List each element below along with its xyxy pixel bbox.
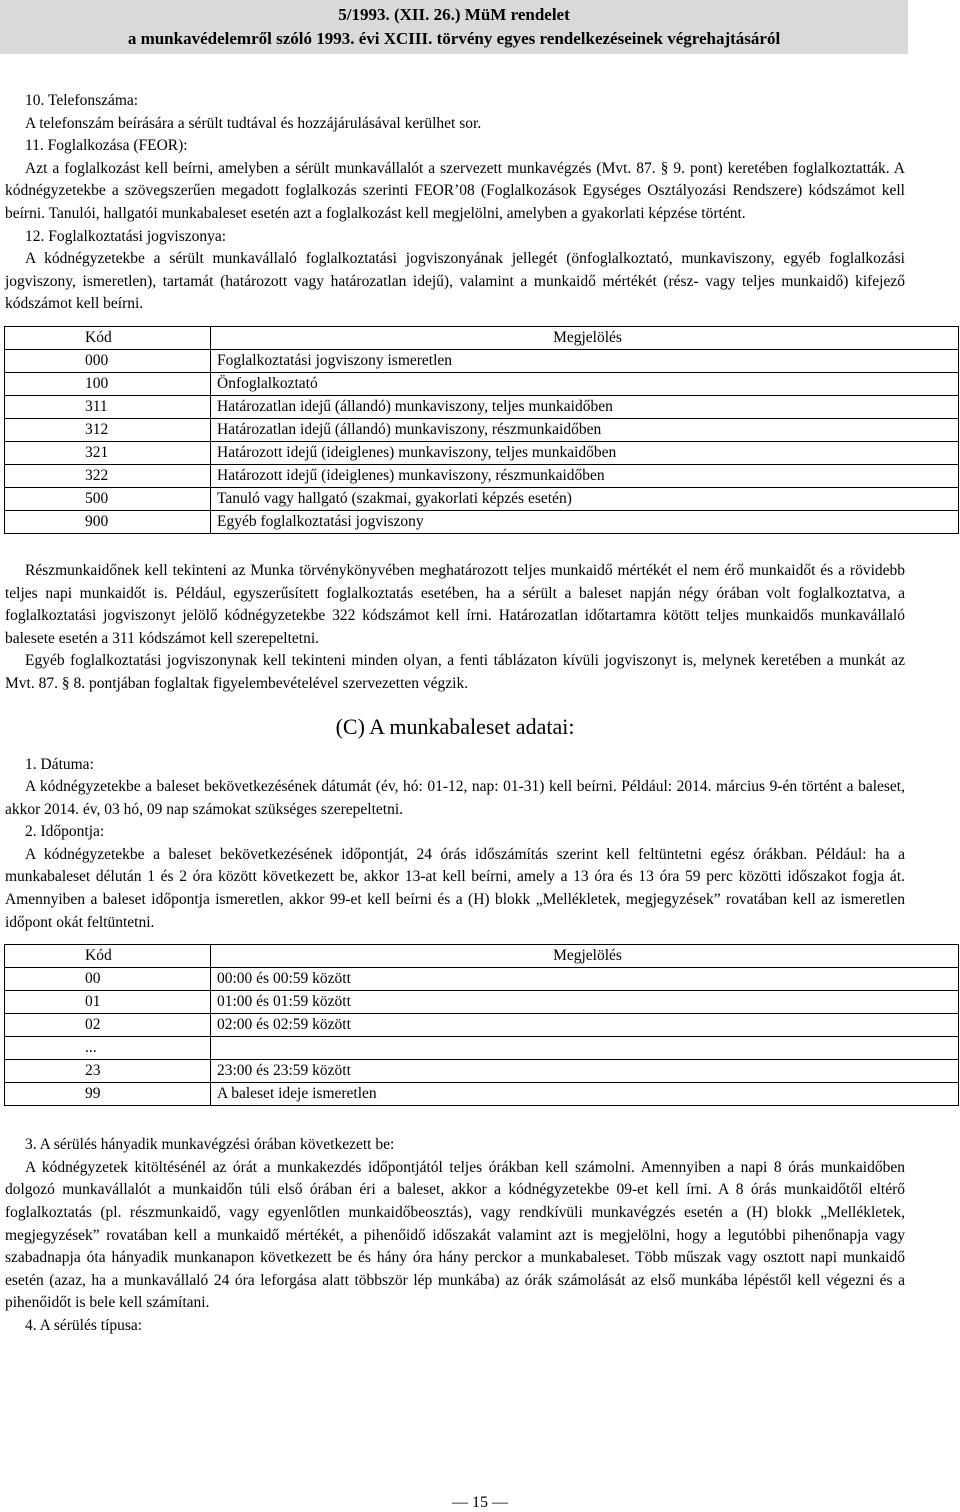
table-row	[5, 1037, 959, 1060]
code-cell: 00	[5, 968, 211, 991]
desc-cell: Egyéb foglalkoztatási jogviszony	[211, 510, 959, 533]
desc-cell: Önfoglalkoztató	[211, 372, 959, 395]
code-cell: 99	[5, 1083, 211, 1106]
code-cell: 23	[5, 1060, 211, 1083]
table-row	[5, 991, 959, 1014]
desc-cell: Foglalkoztatási jogviszony ismeretlen	[211, 349, 959, 372]
item-11-text: Azt a foglalkozást kell beírni, amelyben a sérült munkavállalót a szervezett munkavégzés (Mvt. 87. § 9. pont) keretében foglalkoztatták. A kódnégyzetekbe a szövegszerűen megadott foglalkozás szerinti FEOR’08 (Foglalkozások Egységes Osztályozási Rendszere) kódszámot kell beírni. Tanulói, hallgatói munkabaleset esetén azt a foglalkozást kell megjelölni, amelyben a gyakorlati képzése történt.	[5, 159, 905, 222]
desc-cell: 23:00 és 23:59 között	[211, 1060, 959, 1083]
code-cell: 100	[5, 372, 211, 395]
table-row	[5, 372, 959, 395]
part-time-paragraph: Részmunkaidőnek kell tekinteni az Munka törvénykönyvében meghatározott teljes munkaidő mértékét el nem érő munkaidőt és a rövidebb teljes napi munkaidőt is. Például, egyszerűsített foglalkoztatás esetében, ha a sérült a baleset napján négy órában volt foglalkoztatva, a foglalkoztatási jogviszonyt jelölő kódnégyzetekbe 322 kódszámot kell írni. Határozatlan időtartamra kötött teljes munkaidős munkavállaló balesete esetén a 311 kódszámot kell szerepeltetni.	[5, 561, 905, 647]
hour-code-table	[4, 944, 959, 1106]
table-row	[5, 1014, 959, 1037]
item-11-heading: 11. Foglalkozása (FEOR):	[25, 137, 188, 155]
code-cell: 322	[5, 464, 211, 487]
column-header-desc: Megjelölés	[211, 326, 959, 349]
item-10-text: A telefonszám beírására a sérült tudtával és hozzájárulásával kerülhet sor.	[25, 114, 482, 132]
table-row	[5, 1083, 959, 1106]
section-title: (C) A munkabaleset adatai:	[335, 713, 575, 739]
table-header-row	[5, 945, 959, 968]
header-line-1: 5/1993. (XII. 26.) MüM rendelet	[338, 5, 570, 24]
date-heading: 1. Dátuma:	[25, 755, 94, 773]
table-row	[5, 510, 959, 533]
page-number: — 15 —	[452, 1494, 508, 1511]
work-hour-text: A kódnégyzetek kitöltésénél az órát a munkakezdés időpontjától teljes órákban kell számolni. Amennyiben a napi 8 órás munkaidőben dolgozó munkavállalót a munkaidőn túli első órában éri a baleset, akkor a kódnégyzetekbe 09-et kell írni. A 8 órás munkaidőtől eltérő foglalkoztatás (pl. részmunkaidő, vagy egyenlőtlen munkaidőbeosztás), vagy rendkívüli munkavégzés esetén a (H) blokk „Mellékletek, megjegyzések” rovatában kell a munkaidő mértékét, a pihenőidő időszakát valamint azt is megjelölni, hogy a legutóbbi pihenőnapja vagy szabadnapja óta hányadik munkanapon következett be és hány óra hány perckor a munkabaleset. Több műszak vagy osztott napi munkaidő esetén (azaz, ha a munkavállaló 24 óra leforgása alatt többször lép munkába) az órák számolását az első munkába lépéstől kell végezni és a pihenőidőt is bele kell számítani.	[5, 1158, 905, 1312]
document-body	[5, 90, 905, 1338]
table-row	[5, 349, 959, 372]
table-row	[5, 418, 959, 441]
table-row	[5, 441, 959, 464]
item-12-text: A kódnégyzetekbe a sérült munkavállaló foglalkoztatási jogviszonyának jellegét (önfoglalkoztató, munkaviszony, egyéb foglalkozási jogviszony, ismeretlen), tartamát (határozott vagy határozatlan idejű), valamint a munkaidő mértékét (rész- vagy teljes munkaidő) kifejező kódszámot kell beírni.	[5, 250, 905, 313]
item-10-heading: 10. Telefonszáma:	[25, 92, 139, 109]
desc-cell: Tanuló vagy hallgató (szakmai, gyakorlati képzés esetén)	[211, 487, 959, 510]
time-text: A kódnégyzetekbe a baleset bekövetkezésének időpontját, 24 órás időszámítás szerint kell feltüntetni egész órákban. Például: ha a munkabaleset délután 1 és 2 óra között következett be, akkor 13-at kell beírni, amely a 13 óra és 13 óra 59 perc közötti időszakot fogja át. Amennyiben a baleset időpontja ismeretlen, akkor 99-et kell beírni és a (H) blokk „Mellékletek, megjegyzések” rovatában kell az ismeretlen időpont okát feltüntetni.	[5, 845, 905, 931]
desc-cell: Határozott idejű (ideiglenes) munkaviszony, teljes munkaidőben	[211, 441, 959, 464]
desc-cell: Határozatlan idejű (állandó) munkaviszony, részmunkaidőben	[211, 418, 959, 441]
desc-cell: 01:00 és 01:59 között	[211, 991, 959, 1014]
code-cell: 02	[5, 1014, 211, 1037]
desc-cell: Határozott idejű (ideiglenes) munkaviszony, részmunkaidőben	[211, 464, 959, 487]
desc-cell	[211, 1037, 959, 1060]
column-header-code: Kód	[5, 326, 211, 349]
code-cell: 311	[5, 395, 211, 418]
time-heading: 2. Időpontja:	[25, 823, 105, 841]
code-cell: 000	[5, 349, 211, 372]
injury-type-heading: 4. A sérülés típusa:	[25, 1317, 143, 1334]
column-header-desc: Megjelölés	[211, 945, 959, 968]
table-row	[5, 464, 959, 487]
date-text: A kódnégyzetekbe a baleset bekövetkezésének dátumát (év, hó: 01-12, nap: 01-31) kell beírni. Például: 2014. március 9-én történt a baleset, akkor 2014. év, 03 hó, 09 nap számokat szükséges szerepeltetni.	[5, 778, 905, 818]
code-cell: 01	[5, 991, 211, 1014]
desc-cell: Határozatlan idejű (állandó) munkaviszony, teljes munkaidőben	[211, 395, 959, 418]
code-cell: 321	[5, 441, 211, 464]
employment-code-table	[4, 326, 959, 534]
table-row	[5, 1060, 959, 1083]
desc-cell: A baleset ideje ismeretlen	[211, 1083, 959, 1106]
code-cell: 500	[5, 487, 211, 510]
table-row	[5, 968, 959, 991]
code-cell: 312	[5, 418, 211, 441]
table-header-row	[5, 326, 959, 349]
item-12-heading: 12. Foglalkoztatási jogviszonya:	[25, 227, 227, 245]
table-row	[5, 395, 959, 418]
header-line-2: a munkavédelemről szóló 1993. évi XCIII. törvény egyes rendelkezéseinek végrehajtásáról	[127, 29, 781, 48]
work-hour-heading: 3. A sérülés hányadik munkavégzési órában következett be:	[25, 1136, 395, 1154]
table-row	[5, 487, 959, 510]
page-header	[0, 0, 908, 54]
desc-cell: 02:00 és 02:59 között	[211, 1014, 959, 1037]
code-cell: ...	[5, 1037, 211, 1060]
code-cell: 900	[5, 510, 211, 533]
other-employment-paragraph: Egyéb foglalkoztatási jogviszonynak kell tekinteni minden olyan, a fenti táblázaton kívüli jogviszonyt is, melynek keretében a munkát az Mvt. 87. § 8. pontjában foglaltak figyelembevételével szervezetten végzik.	[5, 652, 905, 692]
desc-cell: 00:00 és 00:59 között	[211, 968, 959, 991]
column-header-code: Kód	[5, 945, 211, 968]
